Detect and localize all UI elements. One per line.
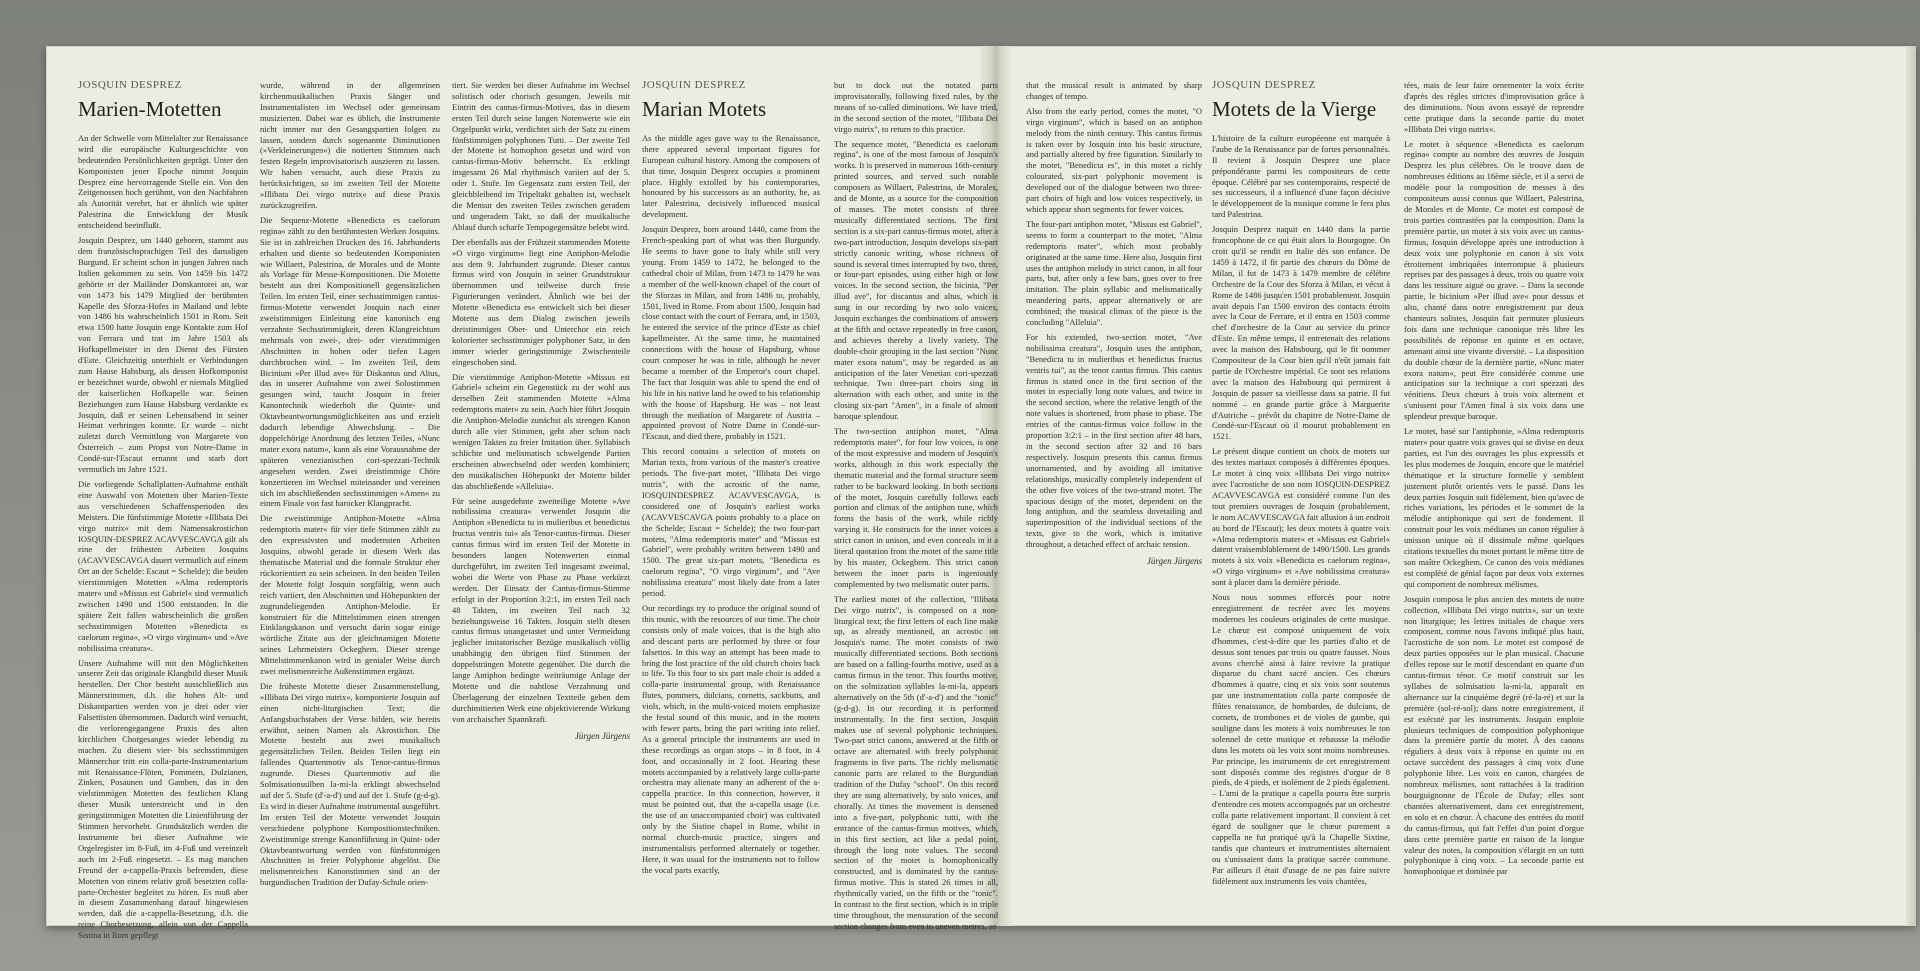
text-block	[1026, 80, 1202, 550]
paragraph: The earliest motet of the collection, "Illibata Dei virgo nutrix", is composed on a non-liturgical text; the first letters of each line make up, as already mentioned, an acrostic on Josquin's name. The motet consists of two musically differentiated sections. Both sections are based on a falling-fourths motive, used as a cantus firmus in the tenor. This fourths motive, on the solmization syllables la-mi-la, appears alternatively on the 5th (d'-a-d') and the "tonic" (g-d-g). In our recording it is performed instrumentally. In the first section, Josquin makes use of several polyphonic techniques. Two-part strict canons, answered at the fifth or octave are alternated with freely polyphonic fragments in five parts. The richly melismatic canonic parts are related to the Burgundian tradition of the Dufay "school". On this record they are sung alternatively, by solo voices, and chorally. At times the movement is densened into a five-part, polyphonic tutti, with the entrance of the cantus-firmus motives, which, in this first section, act like a pedal point, through the long note values. The second section of the motet is homophonically constructed, and is dominated by the cantus-firmus motive. This is stated 26 times in all, rhythmically varied, on the fifth or the "tonic". In contrast to the first section, which is in triple time throughout, the mensuration of the second section changes from even to uneven metres, so	[834, 593, 998, 931]
page-title: Motets de la Vierge	[1212, 96, 1377, 121]
paragraph: Josquin Desprez, born around 1440, came from the French-speaking part of what was then Burgundy. He seems to have gone to Italy while still very young. From 1459 to 1472, he belonged to the cathedral choir of Milan, from 1473 to 1479 he was a member of the well-known chapel of the court of the Sforzas in Milan, and from 1486 to, probably, 1501, lived in Rome. From about 1500, Josquin had close contact with the court of Ferrara, and, in 1503, he entered the service of the prince d'Este as chief kapellmeister. At the same time, he maintained connections with the house of Hapsburg, whose court composer he was in title, although he never became a member of the Emperor's court chapel. The fact that Josquin was able to spend the end of his life in his native land he owed to his relationship with the house of Hapsburg. He was – not least through the mediation of Margarete of Austria – appointed provost of Notre Dame in Condé-sur-l'Escaut, and died there, probably in 1521.	[642, 224, 820, 442]
paragraph: The two-section antiphon motet, "Alma redemptoris mater", for four low voices, is one of the most expressive and modern of Josquin's works, although in this work especially the thematic material and the formal structure seem rather to be backward looking. In both sections of the motet, Josquin carefully follows each portion and climax of the antiphon tune, which forms the basis of the work, while richly varying it. He constructs for the inner voices a strict canon in unison, and even conceals in it a literal quotation from the motet of the same title by his master, Ockeghem. This strict canon between the inner parts is ingeniously complemented by two melismatic outer parts.	[834, 426, 998, 589]
text-block	[834, 80, 998, 932]
page-edge	[1906, 46, 1916, 926]
french-column-2	[1404, 80, 1584, 910]
german-column-2	[260, 80, 440, 910]
paragraph: Die vierstimmige Antiphon-Motette »Missus est Gabriel« scheint ein Gegenstück zu der wohl aus derselben Zeit stammenden Motette »Alma redemptoris mater« zu sein. Auch hier führt Josquin die Antiphon-Melodie zunächst als strengen Kanon durch alle vier Stimmen, geht aber schon nach wenigen Takten zu freier Imitation über. Syllabisch schlichte und melismatisch schwelgende Partien erscheinen abwechselnd oder werden kombiniert; den musikalischen Höhepunkt der Motette bildet das abschließende »Alleluia«.	[452, 371, 630, 491]
page-title: Marian Motets	[642, 96, 767, 121]
author-signature: Jürgen Jürgens	[574, 730, 630, 741]
paragraph: The four-part antiphon motet, "Missus est Gabriel", seems to form a counterpart to the motet, "Alma redemptoris mater", which most probably originated at the same time. Here also, Josquin first uses the antiphon melody in strict canon, in all four parts, but, after only a few bars, goes over to free imitation. The plain syllabic and melismatically meandering parts, appear alternatively or are combined; the musical climax of the piece is the concluding "Alleluia".	[1026, 218, 1202, 328]
paragraph: Die Sequenz-Motette »Benedicta es caelorum regina« zählt zu den berühmtesten Werken Josquins. Sie ist in zahlreichen Drucken des 16. Jahrhunderts erhalten und diente so bedeutenden Komponisten wie Willaert, Palestrina, de Morales und de Monte als Vorlage für Messe-Kompositionen. Die Motette besteht aus drei Kompositionell gegensätzlichen Teilen. Im ersten Teil, einer sechsstimmigen cantus-firmus-Motette verwendet Josquin nach einer zweistimmigen Einleitung eine kanonisch eng verzahnte Sechsstimmigkeit, deren Klangreichtum mehrmals von zwei-, drei- oder vierstimmigen Abschnitten in hohen oder tiefen Lagen durchbrochen wird. – Im zweiten Teil, dem Bicinium »Per illud ave« für Diskantus und Altus, das in unserer Aufnahme von zwei Solostimmen gesungen wird, taucht Josquin in freier Kanontechnik wiederholt die Quinte- und Oktavbeantwortungsmöglichkeiten aus und erzielt dadurch lebendige Abwechslung. – Die doppelchörige Anordnung des letzten Teiles, »Nunc mater exora natum«, kann als eine Vorausnahme der späteren venezianischen cori-spezzati-Technik angesehen werden. Zwei dreistimmige Chöre konzertieren im Wechsel miteinander und vereinen sich im abschließenden sechsstimmigen »Amen« zu einem Finale von fast barocker Klangpracht.	[260, 214, 440, 509]
paragraph: Josquin composa le plus ancien des motets de notre collection, »Illibata Dei virgo nutrix«, sur un texte non liturgique; les lettres initiales de chaque vers composent, comme nous l'avons indiqué plus haut, l'acrostiche de son nom. Le motet est composé de deux parties opposées sur le plan musical. Chacune d'elles repose sur le motif descendant en quarte d'un cantus-firmus ténor. Ce motif construit sur les syllabes de solmisation la-mi-la, apparaît en alternance sur la cinquième degré (ré-la-ré) et sur la première (sol-ré-sol); dans notre enregistrement, il est exécuté par les instruments. Josquin emploie plusieurs techniques de composition polyphonique dans la première partie du motet. À des canons réguliers à deux voix à réponse en quinte ou en octave succèdent des passages à cinq voix d'une polyphonie libre. Les voix en canon, chargées de nombreux mélismes, sont rattachées à la tradition bourguignonne de l'École de Dufay; elles sont chantées alternativement, dans cet enregistrement, en solo et en chœur. À chacune des entrées du motif du cantus-firmus, qui fait l'effet d'un point d'orgue dans cette première partie en raison de la longue valeur des notes, la composition s'élargit en un tutti polyphonique à cinq voix. – La seconde partie est homophonique et dominée par	[1404, 593, 1584, 877]
french-column-1	[1212, 80, 1390, 910]
paragraph: tiert. Sie werden bei dieser Aufnahme im Wechsel solistisch oder chorisch gesungen. Jeweils mit Eintritt des cantus-firmus-Motives, das in diesem ersten Teil durch seine langen Notenwerte wie ein Orgelpunkt wirkt, verdichtet sich der Satz zu einem fünfstimmigen polyphonen Tutti. – Der zweite Teil der Motette ist homophon gesetzt und wird von cantus-firmus-Motiv beherrscht. Es erklingt insgesamt 26 Mal rhythmisch variiert auf der 5. oder 1. Stufe. Im Gegensatz zum ersten Teil, der gleichbleibend im Tripeltakt gehalten ist, wechselt die Mensur des zweiten Teiles zwischen geradem und ungeradem Takt, so daß der musikalische Ablauf durch scharfe Tempogegensätze belebt wird.	[452, 80, 630, 232]
paragraph: For his extended, two-section motet, "Ave nobilissima creatura", Josquin uses the antiphon, "Benedicta tu in mulieribus et benedictus fructus ventris tui", as the tenor cantus firmus. This cantus firmus is stated once in the first section of the motet in especially long note values, and twice in the second section, where the relative length of the note values is shortened, from phase to phase. The entries of the cantus-firmus voice follow in the proportion 3:2:1 – in the first section after 48 bars, in the second section after 32 and 16 bars respectively. Josquin presents this cantus firmus unornamented, and by avoiding all imitative relationships, musically completely independent of the other five voices of the two-strand motet. The spacious design of the motet, dependent on the long antiphon, and the seamless dovetailing and superimposition of the individual sections of the texts, give to the work, which is imitative throughout, a detached effect of archaic tension.	[1026, 331, 1202, 550]
paragraph: This record contains a selection of motets on Marian texts, from various of the master's creative periods. The five-part motet, "Illibata Dei virgo nutrix", with the acrostic of the name, IOSQUINDESPREZ ACAVVESCAVGA, is considered one of Josquin's earliest works (ACAVVESCAVGA points probably to a place on the Schelde; Escaut = Schelde); the two four-part motets, "Alma redemptoris mater" and "Missus est Gabriel", were probably written between 1490 and 1500. The great six-part motets, "Benedicta es caelorum regina", "O virgo virginum", and "Ave nobilissima creatura" most likely date from a later period.	[642, 446, 820, 599]
paragraph: Für seine ausgedehnte zweiteilige Motette »Ave nobilissima creatura« verwendet Josquin die Antiphon »Benedicta tu in mulieribus et benedictus fructus ventris tui« als Tenor-cantus-firmus. Dieser cantus firmus wird im ersten Teil der Motette in besonders langen Notenwerten einmal durchgeführt, im zweiten Teil insgesamt zweimal, wobei die Werte von Phase zu Phase verkürzt werden. Der Einsatz der Cantus-firmus-Stimme erfolgt in der Proportion 3:2:1, im ersten Teil nach 48 Takten, im zweiten Teil nach 32 beziehungsweise 16 Takten. Josquin stellt diesen cantus firmus unangetastet und unter Vermeidung jeglicher imitatorischer Bezüge musikalisch völlig unabhängig den übrigen fünf Stimmen der doppelsträngen Motette gegenüber. Die durch die lange Antiphon bedingte weiträumige Anlage der Motette und die nahtlose Verzahnung und Überlagerung der einzelnen Textteile geben dem durchimitierten Werk eine objektivierende Wirkung von archaischer Spannkraft.	[452, 495, 630, 724]
text-block	[452, 80, 630, 725]
running-head: JOSQUIN DESPREZ	[1212, 79, 1316, 91]
paragraph: Die früheste Motette dieser Zusammenstellung, »Illibata Dei virgo nutrix«, komponierte Josquin auf einen nicht-liturgischen Text; die Anfangsbuchstaben der Verse bilden, wie bereits erwähnt, seinen Namen als Akrostichon. Die Motette besteht aus zwei musikalisch gegensätzlichen Teilen. Beiden Teilen liegt ein fallendes Quartenmotiv als Tenor-cantus-firmus zugrunde. Dieses Quartenmotiv auf die Solmisationssilben la-mi-la erklingt abwechselnd auf der 5. Stufe (d'-a-d') und auf der 1. Stufe (g-d-g). Es wird in dieser Aufnahme instrumental ausgeführt. Im ersten Teil der Motette verwendet Josquin verschiedene polyphone Kompositionstechniken. Zweistimmige strenge Kanonführung in Quint- oder Oktavbeantwortung werden von fünfstimmigen Abschnitten in freier Polyphonie abgelöst. Die melismenreichen Kanonstimmen sind an der burgundischen Tradition der Dufay-Schule orien-	[260, 680, 440, 888]
paragraph: but to dock out the notated parts improvisatorally, following fixed rules, by the means of so-called diminutions. We have tried, in the second section of the motet, "Illibata Dei virgo nutrix", to return to this practice.	[834, 80, 998, 134]
german-column-1	[78, 79, 248, 941]
paragraph: wurde, während in der allgemeinen kirchenmusikalischen Praxis Sänger und Instrumentalisten im Wechsel oder gemeinsam musizierten. Dabei war es üblich, die Instrumente nicht immer nur den Gesangspartien folgen zu lassen, sondern durch sogenannte Diminutionen (»Verkleinerungen«) die notierten Stimmen nach festen Regeln improvisatorisch auszieren zu lassen. Wir haben versucht, auch diese Praxis zu berücksichtigen, so im zweiten Teil der Motette »Illibata Dei virgo nutrix« auf diese Praxis zurückzugreifen.	[260, 80, 440, 210]
paragraph: Josquin Desprez naquit en 1440 dans la partie francophone de ce qui était alors la Bourgogne. On croit qu'il se rendit en Italie dès son enfance. De 1459 à 1472, il fit partie des chœurs du Dôme de Milan, il fut de 1473 à 1479 membre de célèbre Orchestre de la Cour des Sforza à Milan, et vécut à Rome de 1486 jusqu'en 1501 probablement. Josquin avait depuis l'an 1500 environ des contacts étroits avec la Cour de Ferrare, et il entra en 1503 comme chef d'orchestre de la Cour au service du prince d'Este. En même temps, il entretenait des relations avec la maison des Habsbourg, qui le fit nommer Compositeur de la Cour bien qu'il n'eût jamais fait partie de l'Orchestre impérial. Ce sont ses relations avec la maison des Habsbourg qui permirent à Josquin de passer sa vieillesse dans sa patrie. Il fut nommé – en grande partie grâce à Marguerite d'Autriche – prévôt du chapitre de Notre-Dame de Condé-sur-l'Escaut où il mourut probablement en 1521.	[1212, 224, 1390, 442]
paragraph: Die zweistimmige Antiphon-Motette »Alma redemptoris mater« für vier tiefe Stimmen zählt zu den expressivsten und modernsten Arbeiten Josquins, obwohl gerade in diesem Werk das thematische Material und die formale Struktur eher rückorientiert zu sein scheinen. In den beiden Teilen der Motette folgt Josquin sorgfältig, wenn auch reich variiert, den Abschnitten und Höhepunkten der zugrundeliegenden Antiphon-Melodie. Er konstruiert für die Mittelstimmen einen strengen Einklangskanon und versucht darin sogar einige wörtliche Zitate aus der gleichnamigen Motette seines Lehrmeisters Ockeghem. Dieser strenge Mittelstimmenkanon wird in genialer Weise durch zwei melismenreiche Außenstimmen ergänzt.	[260, 513, 440, 677]
paragraph: Le motet, basé sur l'antiphonie, »Alma redemptoris mater« pour quatre voix graves qui se divise en deux parties, est l'un des ouvrages les plus expressifs et les plus modernes de Josquin, encore que le matériel thématique et la structure formelle y semblent justement plutôt orientés vers le passé. Dans les deux parties Josquin suit fidèlement, bien qu'avec de riches variations, les périodes et le sommet de la mélodie antiphonique qui sert de fondement. Il construit pour les voix médianes un canon régulier à unisson unique où il dissimule même quelques citations textuelles du motet portant le même titre de son maître Ockeghem. Ce canon des voix médianes est complété de génial façon par deux voix externes qui comportent de nombreux mélismes.	[1404, 426, 1584, 589]
page-title: Marien-Motetten	[78, 96, 222, 121]
paragraph: L'histoire de la culture européenne est marquée à l'aube de la Renaissance par de fortes personnalités. Il revient à Josquin Desprez une place prépondérante parmi les compositeurs de cette époque. Célébré par ses contemporains, respecté de ses successeurs, il a influencé d'une façon décisive le développement de la musique comme le fera plus tard Palestrina.	[1212, 132, 1390, 220]
paragraph: Nous nous sommes efforcés pour notre enregistrement de recréer avec les moyens modernes les couleurs originales de cette musique. Le chœur est composé uniquement de voix d'hommes, c'est-à-dire que les parties d'alto et de dessus sont tenues par trois ou quatre fausset. Nous avons cherché ainsi à faire revivre la pratique disparue du chant sacré ancien. Ces chœurs d'hommes à quatre, cinq et six voix sont soutenus par une instrumentation colla parte composée de flûtes renaissance, de bombardes, de dulcians, de cornets, de trombones et de violes de gambe, qui souligne dans les motets à voix nombreuses le ton solennel de cette musique et rehausse la mélodie dans les motets où les voix sont moins nombreuses. Par principe, les instruments de cet enregistrement sont disposés comme des registres d'orgue de 8 pieds, de 4 pieds, et isolément de 2 pieds également. – L'ami de la pratique a capella pourra être surpris d'entendre ces motets accompagnés par un orchestre colla parte relativement important. Il convient à cet égard de souligner que le chœur purement a cappella ne fut pratiqué qu'à la Chapelle Sixtine, tandis que chanteurs et instrumentistes alternaient ou s'unissaient dans la pratique sacrée commune. Par ailleurs il était d'usage de ne pas faire suivre fidèlement aux instruments les voix chantées,	[1212, 592, 1390, 886]
paragraph: An der Schwelle vom Mittelalter zur Renaissance wird die europäische Kulturgeschichte von bedeutenden Persönlichkeiten geprägt. Unter den Komponisten jener Epoche nimmt Josquin Desprez eine hervorragende Stelle ein. Von den Zeitgenossen hoch gerühmt, von den Nachfahren als Autorität verehrt, hat er ähnlich wie später Palestrina die Entwicklung der Musik entscheidend beeinflußt.	[78, 132, 248, 231]
author-signature: Jürgen Jürgens	[1146, 556, 1202, 567]
paragraph: Our recordings try to produce the original sound of this music, with the resources of our time. The choir consists only of male voices, that is the high alto and descant parts are performed by three or four falsettos. In this way an attempt has been made to bring the lost practice of the old church choirs back to life. To this four to six part male choir is added a colla-parte instrumental group, with Renaissance flutes, pommers, dulcians, cornetts, sackbutts, and viols, which, in the multi-voiced motets emphasize the festal sound of this music, and in the motets with fewer parts, bring the part writing into relief. As a general principle the instruments are used in these recordings as organ stops – in 8 foot, in 4 foot, and occasionally in 2 foot. Hearing these motets accompanied by a relatively large colla-parte orchestra may alienate many an adherent of the a-cappella practice. In this connection, however, it must be pointed out, that the a-capella usage (i.e. the use of an unaccompanied choir) was cultivated only by the Sistine chapel in Rome, whilst in normal church-music practice, singers and instrumentalists performed alternately or together. Here, it was usual for the instruments not to follow the vocal parts exactly,	[642, 602, 820, 875]
text-block	[1404, 80, 1584, 877]
paragraph: that the musical result is animated by sharp changes of tempo.	[1026, 80, 1202, 101]
german-column-3	[452, 80, 630, 910]
running-head: JOSQUIN DESPREZ	[642, 79, 746, 91]
english-column-1	[642, 80, 820, 910]
paragraph: The sequence motet, "Benedicta es caelorum regina", is one of the most famous of Josquin's works. It is preserved in numerous 16th-century printed sources, and served such notable composers as Willaert, Palestrina, de Morales, and de Monte, as a source for the composition of masses. The motet consists of three musically differentiated sections. The first section is a six-part cantus-firmus motet, after a two-part introduction, Josquin develops six-part strictly canonic writing, whose richness of sound is several times interrupted by two, three, or four-part episodes, using either high or low voices. In the second section, the bicinia, "Per illud ave", for discantus and altus, which is sung in our recording by two solo voices, Josquin exchanges the combinations of answers at the fifth and octave repeatedly in free canon, and achieves thereby a lively variety. The double-choir grouping in the last section "Nunc mater exora natum", may be regarded as an anticipation of the later Venetian cori-spezzati technique. Two three-part choirs sing in alternation with each other, and unite in the closing six-part "Amen", in a finale of almost baroque splendour.	[834, 138, 998, 422]
paragraph: Der ebenfalls aus der Frühzeit stammenden Motette »O virgo virginum« liegt eine Antiphon-Melodie aus dem 9. Jahrhundert zugrunde. Dieser cantus firmus wird von Josquin in seiner Grundstruktur übernommen und teilweise durch freie Figurierungen verändert. Ähnlich wie bei der Motette »Benedicta es« entwickelt sich bei dieser Motette aus dem Dialog zwischen jeweils dreistimmigen Ober- und Unterchor ein reich kolorierter sechsstimmiger polyphoner Satz, in den immer wieder geringstimmige Zwischenteile eingeschoben sind.	[452, 236, 630, 367]
paragraph: As the middle ages gave way to the Renaissance, there appeared several important figures for European cultural history. Among the composers of that time, Josquin Desprez occupies a prominent place. Highly extolled by his contemporaries, honoured by his successors as an authority, he, as later Palestrina, decisively influenced musical development.	[642, 132, 820, 220]
text-block	[642, 133, 820, 876]
text-block	[260, 80, 440, 888]
text-block	[1212, 133, 1390, 887]
paragraph: Unsere Aufnahme will mit den Möglichkeiten unserer Zeit das originale Klangbild dieser Musik herstellen. Der Chor besteht ausschließlich aus Männerstimmen, d.h. die hohen Alt- und Diskantpartien werden von je drei oder vier Falsettisten übernommen. Dadurch wird versucht, die verlorengegangene Praxis des alten kirchlichen Chorgesanges wieder lebendig zu machen. Zu diesem vier- bis sechsstimmigen Männerchor tritt ein colla-parte-Instrumentarium mit Renaissance-Flöten, Pommern, Dulzianen, Zinken, Posaunen und Gamben, das in den vielstimmigen Motetten des festlichen Klang dieser Musik unterstreicht und in den geringstimmigen Motetten die Linienführung der Stimmen hervorhebt. Grundsätzlich werden die Instrumente bei dieser Aufnahme wie Orgelregister im 8-Fuß, im 4-Fuß und vereinzelt auch im 2-Fuß eingesetzt. – Es mag manchen Freund der a-cappella-Praxis befremden, diese Motetten von einem relativ groß besetzten colla-parte-Orchester begleitet zu hören. Es muß aber in diesem Zusammenhang darauf hingewiesen werden, daß die a-cappella-Besetzung, d.h. die reine Chorbesetzung, allein von der Cappella Sistina in Rom gepflegt	[78, 657, 248, 941]
text-block	[78, 133, 248, 941]
paragraph: Josquin Desprez, um 1440 geboren, stammt aus dem französischsprachigen Teil des damaligen Burgund. Er scheint schon in jungen Jahren nach Italien gekommen zu sein. Von 1459 bis 1472 gehörte er der Mailänder Domkantorei an, war von 1473 bis 1479 Mitglied der berühmten Kapelle des Sforza-Hofes in Mailand und lebte von 1486 bis wahrscheinlich 1501 in Rom. Seit etwa 1500 hatte Josquin enge Kontakte zum Hof von Ferrara und trat im Jahre 1503 als Hofkapellmeister in den Dienst des Fürsten d'Este. Gleichzeitig unterhielt er Verbindungen zum Hause Habsburg, als dessen Hofkomponist er bezeichnet wurde, obwohl er niemals Mitglied der kaiserlichen Hofkapelle war. Seinen Beziehungen zum Hause Habsburg verdankte es Josquin, daß er seinen Lebensabend in seiner Heimat verbringen konnte. Er wurde – nicht zuletzt durch Vermittlung von Margarete von Österreich – zum Propst von Notre-Dame in Condé-sur-l'Escaut ernannt und starb dort vermutlich im Jahre 1521.	[78, 235, 248, 475]
english-column-2	[834, 80, 998, 931]
paragraph: tées, mais de leur faire ornementer la voix écrite d'après des règles strictes d'improvisation grâce à des diminutions. Nous avons essayé de reprendre cette pratique dans la seconde partie du motet »Illibata Dei virgo nutrix«.	[1404, 80, 1584, 134]
english-column-3	[1026, 80, 1202, 910]
running-head: JOSQUIN DESPREZ	[78, 79, 182, 91]
paragraph: Le présent disque contient un choix de motets sur des textes mariaux composés à différentes époques. Le motet à cinq voix »Illibata Dei virgo nutrix« avec l'acrostiche de son nom IOSQUIN-DESPREZ ACAVVESCAVGA est considéré comme l'un des tout premiers ouvrages de Josquin (probablement, le nom ACAVVESCAVGA fait allusion à un endroit au bord de l'Escaut); les deux motets à quatre voix »Alma redemptoris mater« et »Missus est Gabriel« datent vraisemblablement de 1490/1500. Les grands motets à six voix »Benedicta es caelorum regina«, »O virgo virginum« et »Ave nobilissima creatura« sont à placer dans la dernière période.	[1212, 446, 1390, 588]
paragraph: Die vorliegende Schallplatten-Aufnahme enthält eine Auswahl von Motetten über Marien-Texte aus verschiedenen Schaffensperioden des Meisters. Die fünfstimmige Motette »Illibata Dei virgo nutrix« mit dem Namensakrostichon IOSQUIN-DESPREZ ACAVVESCAVGA gilt als eine der frühesten Arbeiten Josquins (ACAVVESCAVGA dauert vermutlich auf einem Ort an der Schelde: Escaut = Schelde); die beiden vierstimmigen Motetten »Alma redemptoris mater« und »Missus est Gabriel« sind vermutlich zwischen 1490 und 1500 entstanden. In die spätere Zeit fallen wahrscheinlich die großen sechsstimmigen Motetten »Benedicta es caelorum regina«, »O virgo virginum« und »Ave nobilissima creatura«.	[78, 479, 248, 653]
paragraph: Le motet à séquence »Benedicta es caelorum regina« compte au nombre des œuvres de Josquin Desprez les plus célèbres. On le trouve dans de nombreuses éditions au 16ème siècle, et il a servi de modèle pour la composition de messes à des compositeurs aussi connus que Willaert, Palestrina, de Morales et de Monte. Ce motet est composé de trois parties contrastées par la composition. Dans la première partie, un motet à six voix avec un cantus-firmus, Josquin développe après une introduction à deux voix une polyphonie en canon à six voix étroitement imbriquées interrompue à plusieurs reprises par des passages à deux, trois ou quatre voix dans les tessiture aiguë ou grave. – Dans la seconde partie, le bicinium »Per illud ave« pour dessus et alto, chanté dans notre enregistrement par deux chanteurs solistes, Josquin fait permuter plusieurs fois dans une technique canonique très libre les possibilités de réponse en quinte et en octave, amenant ainsi une vivante diversité. – La disposition du double chœur de la dernière partie, »Nunc mater exora natum«, peut être considérée comme une anticipation sur la technique a cori spezzati des vénitiens. Deux chœurs à trois voix alternent et s'unissent pour l'Amen final à six voix dans une splendeur presque baroque.	[1404, 138, 1584, 422]
booklet-spread	[46, 46, 1916, 941]
paragraph: Also from the early period, comes the motet, "O virgo virginum", which is based on an antiphon melody from the ninth century. This cantus firmus is taken over by Josquin into his basic structure, and partially altered by free figuration. Similarly to the motet, "Benedicta es", in this motet a richly colourated, six-part polyphonic movement is developed out of the dialogue between two three-part choirs of high and low voices respectively, in which appear short segments for fewer voices.	[1026, 105, 1202, 214]
